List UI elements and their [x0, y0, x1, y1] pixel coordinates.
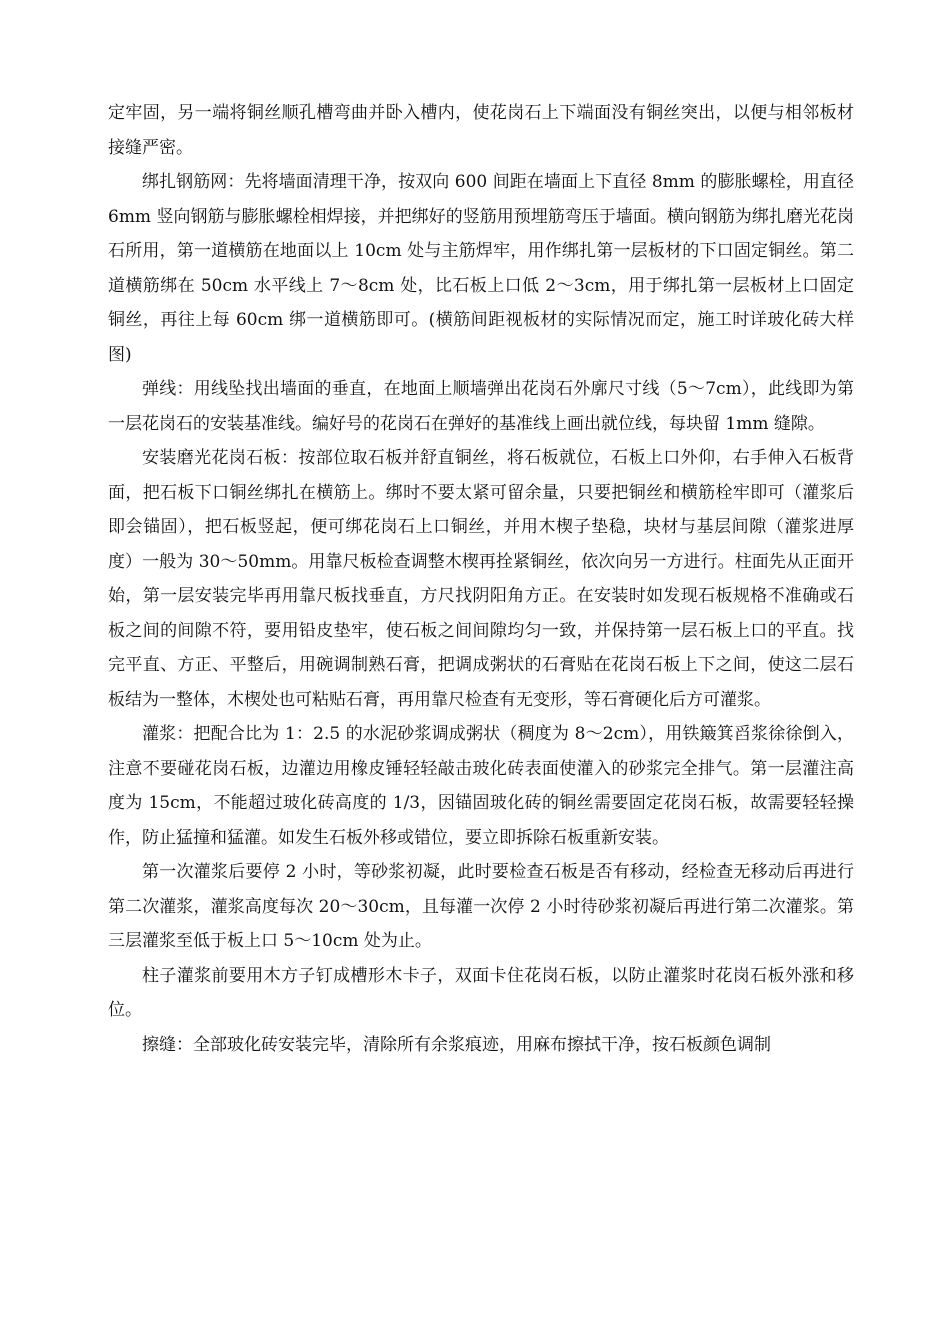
paragraph-rebar-mesh: 绑扎钢筋网：先将墙面清理干净，按双向 600 间距在墙面上下直径 8mm 的膨胀螺栓，用直径 6mm 竖向钢筋与膨胀螺栓相焊接，并把绑好的竖筋用预埋筋弯压于墙面。横向钢筋为绑扎磨光花岗石所用，第一道横筋在地面以上 10cm 处与主筋焊牢，用作绑扎第一层板材的下口固定铜丝。第二道横筋绑在 50cm 水平线上 7～8cm 处，比石板上口低 2～3cm，用于绑扎第一层板材上口固定铜丝，再往上每 60cm 绑一道横筋即可。(横筋间距视板材的实际情况而定，施工时详玻化砖大样图): [108, 172, 854, 365]
paragraph-install-granite: 安装磨光花岗石板：按部位取石板并舒直铜丝，将石板就位，石板上口外仰，右手伸入石板背面，把石板下口铜丝绑扎在横筋上。绑时不要太紧可留余量，只要把铜丝和横筋栓牢即可（灌浆后即会锚固），把石板竖起，便可绑花岗石上口铜丝，并用木楔子垫稳，块材与基层间隙（灌浆进厚度）一般为 30～50mm。用靠尺板检查调整木楔再拴紧铜丝，依次向另一方进行。柱面先从正面开始，第一层安装完毕再用靠尺板找垂直，方尺找阴阳角方正。在安装时如发现石板规格不准确或石板之间的间隙不符，要用铅皮垫牢，使石板之间间隙均匀一致，并保持第一层石板上口的平直。找完平直、方正、平整后，用碗调制熟石膏，把调成粥状的石膏贴在花岗石板上下之间，使这二层石板结为一整体，木楔处也可粘贴石膏，再用靠尺检查有无变形，等石膏硬化后方可灌浆。: [108, 448, 854, 710]
paragraph-first-grouting: 第一次灌浆后要停 2 小时，等砂浆初凝，此时要检查石板是否有移动，经检查无移动后再进行第二次灌浆，灌浆高度每次 20～30cm，且每灌一次停 2 小时待砂浆初凝后再进行第二次灌浆。第三层灌浆至低于板上口 5～10cm 处为止。: [108, 862, 854, 951]
paragraph-grouting: 灌浆：把配合比为 1：2.5 的水泥砂浆调成粥状（稠度为 8～2cm），用铁簸箕舀浆徐徐倒入，注意不要碰花岗石板，边灌边用橡皮锤轻轻敲击玻化砖表面使灌入的砂浆完全排气。第一层灌注高度为 15cm，不能超过玻化砖高度的 1/3，因锚固玻化砖的铜丝需要固定花岗石板，故需要轻轻操作，防止猛撞和猛灌。如发生石板外移或错位，要立即拆除石板重新安装。: [108, 724, 854, 848]
paragraph-continuation: 定牢固，另一端将铜丝顺孔槽弯曲并卧入槽内，使花岗石上下端面没有铜丝突出，以便与相邻板材接缝严密。: [108, 103, 854, 158]
paragraph-snap-line: 弹线：用线坠找出墙面的垂直，在地面上顺墙弹出花岗石外廓尺寸线（5～7cm），此线即为第一层花岗石的安装基准线。编好号的花岗石在弹好的基准线上画出就位线，每块留 1mm 缝隙。: [108, 379, 854, 434]
paragraph-joint-wiping: 擦缝：全部玻化砖安装完毕，清除所有余浆痕迹，用麻布擦拭干净，按石板颜色调制: [142, 1034, 771, 1055]
paragraph-column-grouting: 柱子灌浆前要用木方子钉成槽形木卡子，双面卡住花岗石板，以防止灌浆时花岗石板外涨和移位。: [108, 965, 854, 1020]
